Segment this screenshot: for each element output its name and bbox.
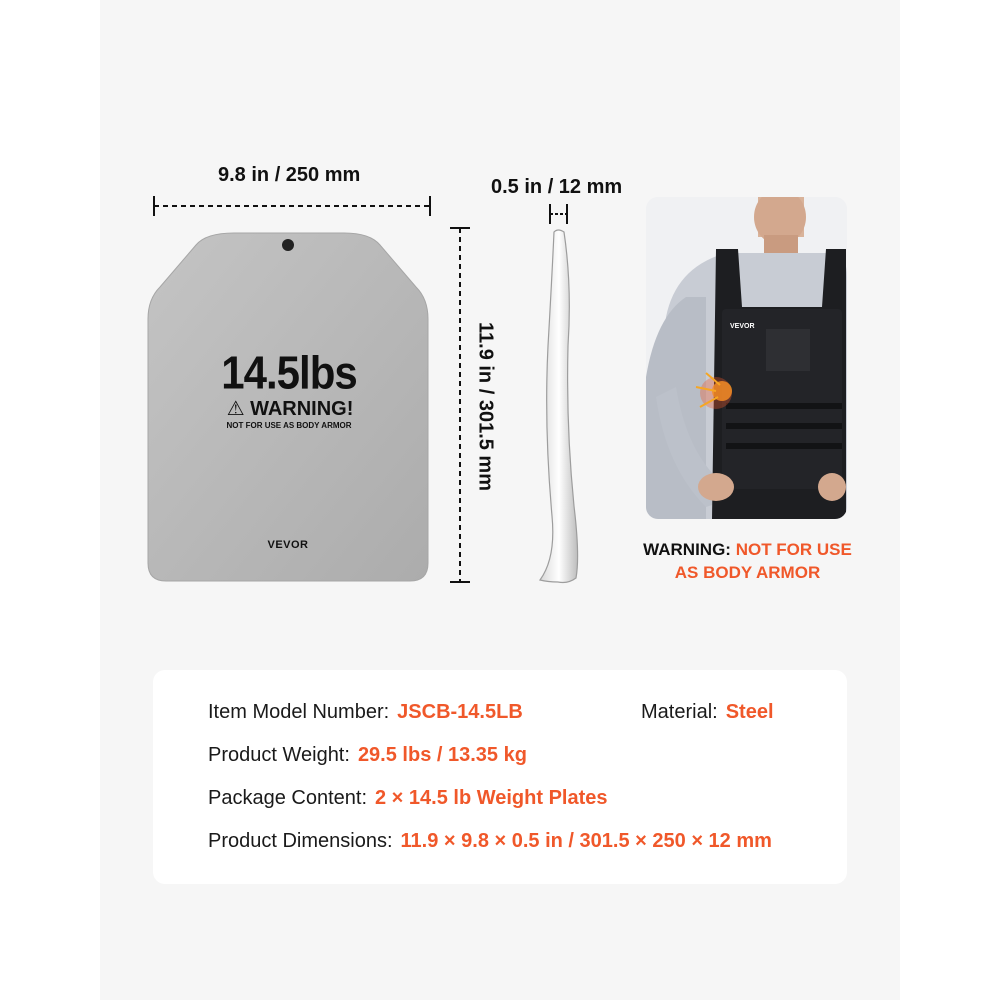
spec-row-material bbox=[641, 701, 774, 724]
plate-warning-subtext: NOT FOR USE AS BODY ARMOR bbox=[226, 421, 352, 430]
weight-plate-side bbox=[528, 226, 588, 588]
plate-weight-text: 14.5lbs bbox=[221, 346, 357, 399]
warning-caption-prefix: WARNING: bbox=[643, 540, 736, 559]
spec-material-label: Material: bbox=[641, 701, 718, 723]
width-dimension-line bbox=[150, 193, 435, 219]
width-dimension-label: 9.8 in / 250 mm bbox=[218, 164, 361, 186]
thickness-dimension-label: 0.5 in / 12 mm bbox=[491, 176, 623, 198]
warning-caption-line2: AS BODY ARMOR bbox=[674, 563, 821, 582]
warning-triangle-icon: ⚠ bbox=[226, 398, 245, 420]
spec-dimensions-value: 11.9 × 9.8 × 0.5 in / 301.5 × 250 × 12 mm bbox=[400, 830, 772, 852]
spec-material-value: Steel bbox=[725, 701, 774, 723]
spec-row-dimensions bbox=[208, 830, 772, 853]
specifications-card bbox=[153, 670, 847, 884]
vest-photo-illustration bbox=[646, 197, 847, 519]
plate-warning-text: WARNING! bbox=[250, 398, 354, 420]
plate-warning-row bbox=[220, 396, 360, 421]
weight-vest-photo bbox=[646, 197, 847, 519]
spec-weight-value: 29.5 lbs / 13.35 kg bbox=[357, 744, 527, 766]
plate-hole bbox=[282, 239, 294, 251]
spec-model-value: JSCB-14.5LB bbox=[397, 701, 523, 723]
thickness-dimension-line bbox=[544, 202, 574, 226]
height-dimension-line bbox=[447, 224, 473, 586]
vest-brand-logo: VEVOR bbox=[730, 323, 755, 330]
spec-weight-label: Product Weight: bbox=[208, 744, 350, 766]
spec-row-model bbox=[208, 701, 523, 724]
height-dimension-label: 11.9 in / 301.5 mm bbox=[474, 322, 497, 491]
plate-brand-logo: VEVOR bbox=[267, 539, 309, 551]
spec-dimensions-label: Product Dimensions: bbox=[208, 830, 393, 852]
spec-content-value: 2 × 14.5 lb Weight Plates bbox=[375, 787, 608, 809]
warning-caption-accent: NOT FOR USE bbox=[735, 540, 852, 559]
spec-content-label: Package Content: bbox=[208, 787, 367, 809]
spec-row-weight bbox=[208, 744, 527, 767]
spec-row-content bbox=[208, 787, 608, 810]
spec-model-label: Item Model Number: bbox=[208, 701, 390, 723]
warning-caption bbox=[620, 538, 875, 584]
